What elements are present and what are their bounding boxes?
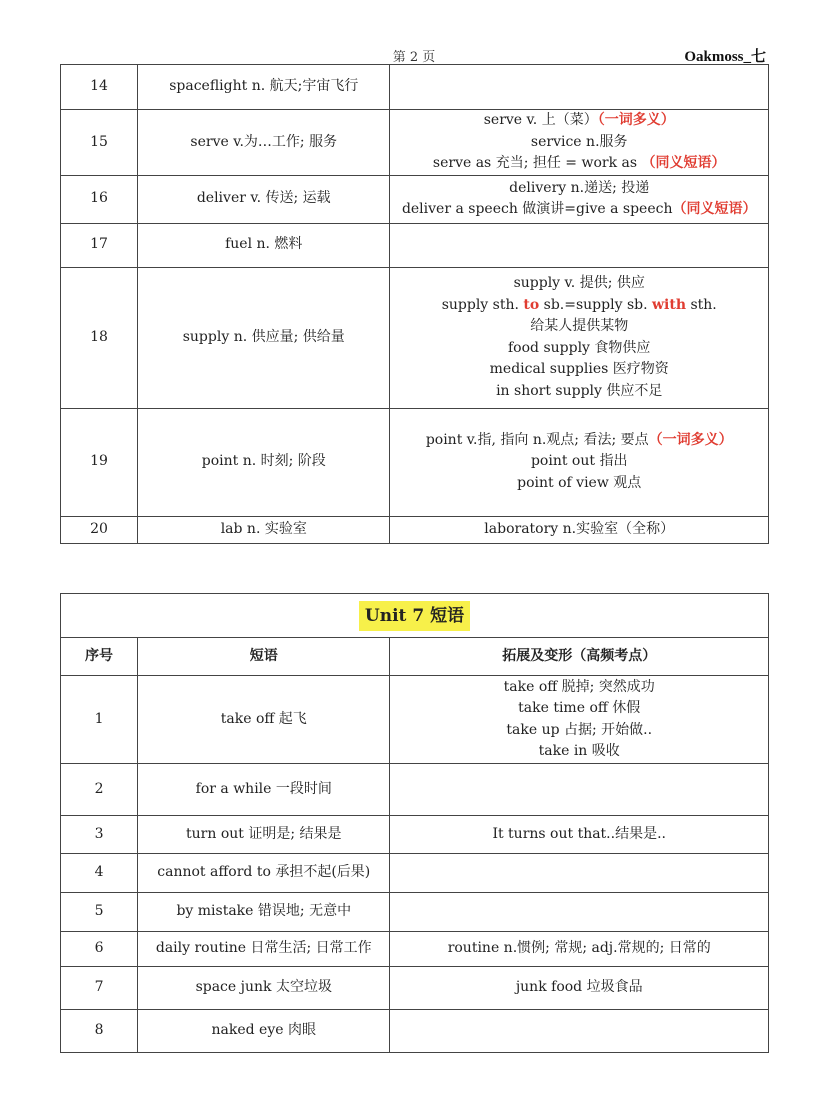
table-row: [61, 408, 769, 516]
row-extension: [390, 893, 769, 932]
extension-text: take time off 休假: [518, 700, 641, 716]
row-extension: [390, 932, 769, 967]
table-row: [61, 676, 769, 764]
row-number: 1: [61, 676, 138, 764]
row-term: turn out 证明是; 结果是: [138, 816, 390, 854]
extension-line: [394, 132, 764, 154]
extension-line: [394, 381, 764, 403]
extension-text: routine n.惯例; 常规; adj.常规的; 日常的: [447, 940, 711, 957]
phrase-table: [60, 593, 769, 1053]
extension-text: serve as 充当; 担任 = work as: [432, 155, 642, 171]
row-number: 19: [61, 408, 138, 516]
highlight-note: （同义短语）: [672, 201, 757, 217]
row-extension: [390, 267, 769, 408]
highlight-note: （一词多义）: [597, 112, 675, 128]
row-extension: [390, 676, 769, 764]
extension-line: [394, 519, 764, 541]
extension-text: laboratory n.实验室（全称）: [484, 520, 675, 537]
row-extension: [390, 854, 769, 893]
row-term: supply n. 供应量; 供给量: [138, 267, 390, 408]
row-term: naked eye 肉眼: [138, 1010, 390, 1053]
table-row: [61, 516, 769, 543]
row-number: 14: [61, 65, 138, 110]
row-number: 15: [61, 110, 138, 176]
table-row: [61, 764, 769, 816]
highlight-note: to: [523, 296, 540, 313]
table-row: [61, 267, 769, 408]
extension-text: sth.: [686, 296, 717, 313]
author-label: Oakmoss_七: [684, 49, 766, 65]
page-header: [60, 0, 768, 64]
highlight-note: with: [652, 296, 687, 313]
extension-text: take up 占据; 开始做..: [506, 721, 653, 738]
phrase-title-row: [61, 594, 769, 638]
extension-line: [394, 199, 764, 221]
highlight-note: （一词多义）: [648, 431, 733, 448]
row-term: by mistake 错误地; 无意中: [138, 893, 390, 932]
extension-line: [394, 451, 764, 473]
extension-text: delivery n.递送; 投递: [509, 179, 650, 196]
row-number: 20: [61, 516, 138, 543]
row-term: for a while 一段时间: [138, 764, 390, 816]
page-number: 第 2 页: [392, 50, 436, 65]
row-term: space junk 太空垃圾: [138, 967, 390, 1010]
row-term: serve v.为…工作; 服务: [138, 110, 390, 176]
extension-text: supply v. 提供; 供应: [513, 275, 645, 291]
extension-line: [394, 824, 764, 846]
row-number: 6: [61, 932, 138, 967]
table-row: [61, 816, 769, 854]
table-row: [61, 967, 769, 1010]
extension-line: [394, 178, 764, 200]
extension-line: [394, 977, 764, 999]
row-number: 8: [61, 1010, 138, 1053]
row-number: 3: [61, 816, 138, 854]
extension-text: food supply 食物供应: [508, 339, 651, 356]
table-row: [61, 65, 769, 110]
extension-text: medical supplies 医疗物资: [489, 361, 669, 377]
extension-line: [394, 741, 764, 763]
table-row: [61, 893, 769, 932]
vocab-table: [60, 64, 769, 544]
table-row: [61, 223, 769, 267]
table-row: [61, 110, 769, 176]
header-extension: 拓展及变形（高频考点）: [390, 638, 769, 676]
phrase-header-row: [61, 638, 769, 676]
row-term: cannot afford to 承担不起(后果): [138, 854, 390, 893]
row-extension: [390, 408, 769, 516]
row-term: take off 起飞: [138, 676, 390, 764]
extension-text: supply sth.: [441, 296, 524, 313]
extension-text: It turns out that..结果是..: [492, 825, 666, 842]
extension-line: [394, 698, 764, 720]
extension-text: take in 吸收: [538, 743, 620, 759]
extension-text: 给某人提供某物: [530, 318, 629, 334]
row-number: 17: [61, 223, 138, 267]
row-extension: [390, 175, 769, 223]
extension-text: take off 脱掉; 突然成功: [503, 678, 655, 695]
extension-line: [394, 359, 764, 381]
row-extension: [390, 816, 769, 854]
extension-text: point of view 观点: [517, 474, 642, 491]
extension-text: in short supply 供应不足: [496, 382, 663, 399]
row-term: lab n. 实验室: [138, 516, 390, 543]
row-number: 2: [61, 764, 138, 816]
extension-text: point out 指出: [530, 453, 628, 470]
row-extension: [390, 223, 769, 267]
row-extension: [390, 1010, 769, 1053]
extension-line: [394, 938, 764, 960]
extension-line: [394, 316, 764, 338]
row-term: point n. 时刻; 阶段: [138, 408, 390, 516]
extension-line: [394, 430, 764, 452]
extension-line: [394, 110, 764, 132]
extension-line: [394, 720, 764, 742]
extension-line: [394, 473, 764, 495]
table-row: [61, 854, 769, 893]
row-extension: [390, 110, 769, 176]
extension-line: [394, 295, 764, 317]
table-row: [61, 1010, 769, 1053]
extension-text: sb.=supply sb.: [539, 296, 652, 313]
row-number: 7: [61, 967, 138, 1010]
row-term: fuel n. 燃料: [138, 223, 390, 267]
extension-text: deliver a speech 做演讲=give a speech: [401, 201, 673, 217]
unit-title: Unit 7 短语: [359, 601, 470, 631]
extension-line: [394, 153, 764, 175]
row-number: 5: [61, 893, 138, 932]
row-term: daily routine 日常生活; 日常工作: [138, 932, 390, 967]
row-extension: [390, 516, 769, 543]
header-phrase: 短语: [138, 638, 390, 676]
row-extension: [390, 65, 769, 110]
row-term: spaceflight n. 航天;宇宙飞行: [138, 65, 390, 110]
table-row: [61, 932, 769, 967]
row-number: 4: [61, 854, 138, 893]
extension-line: [394, 273, 764, 295]
row-extension: [390, 764, 769, 816]
table-row: [61, 175, 769, 223]
row-extension: [390, 967, 769, 1010]
row-number: 16: [61, 175, 138, 223]
row-term: deliver v. 传送; 运载: [138, 175, 390, 223]
extension-text: point v.指, 指向 n.观点; 看法; 要点: [425, 431, 649, 448]
extension-text: serve v. 上（菜）: [483, 112, 598, 128]
header-number: 序号: [61, 638, 138, 676]
extension-text: junk food 垃圾食品: [515, 979, 643, 996]
extension-line: [394, 677, 764, 699]
extension-line: [394, 338, 764, 360]
highlight-note: （同义短语）: [641, 155, 726, 171]
extension-text: service n.服务: [530, 133, 628, 150]
row-number: 18: [61, 267, 138, 408]
